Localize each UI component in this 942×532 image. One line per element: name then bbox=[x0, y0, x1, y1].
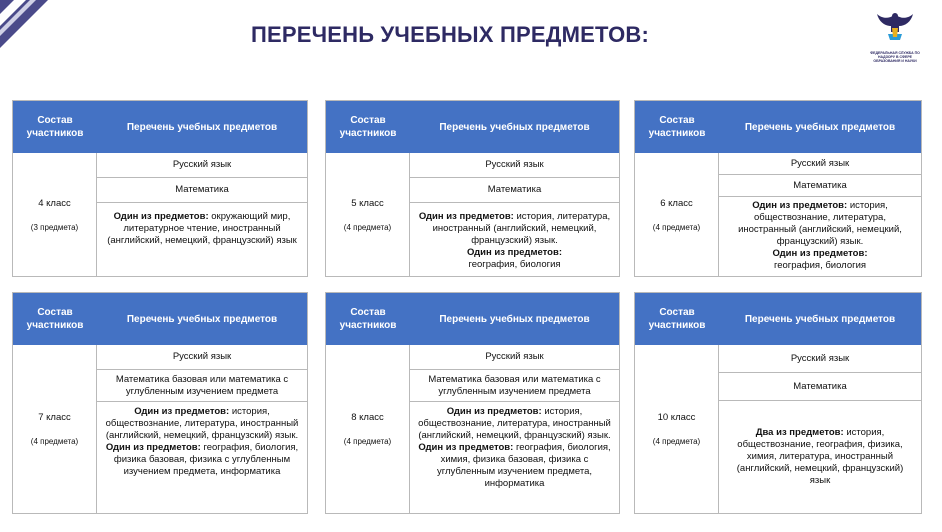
header-subjects: Перечень учебных предметов bbox=[744, 313, 896, 325]
subject-row: Математика bbox=[410, 178, 619, 203]
grade-cell bbox=[326, 345, 410, 513]
header-participants: Состав участников bbox=[339, 307, 397, 331]
header-participants: Состав участников bbox=[26, 115, 84, 139]
subjects-cell bbox=[410, 153, 619, 276]
grade-cell bbox=[13, 345, 97, 513]
subject-count: (3 предмета) bbox=[30, 222, 79, 232]
subject-row: Русский язык bbox=[97, 153, 307, 178]
grade-cell bbox=[635, 153, 719, 276]
subject-count: (4 предмета) bbox=[343, 222, 392, 232]
grade-cell bbox=[635, 345, 719, 513]
elective-text: история, обществознание, литература, иностранный (английский, немецкий, французский) язык. bbox=[105, 406, 299, 441]
subject-row: Математика bbox=[719, 373, 921, 401]
subject-row: Русский язык bbox=[410, 345, 619, 370]
elective-row bbox=[97, 402, 307, 513]
elective-text: история, обществознание, литература, иностранный (английский, немецкий, французский) язык. bbox=[418, 406, 611, 441]
grade-label: 8 класс bbox=[351, 412, 384, 423]
header-subjects: Перечень учебных предметов bbox=[126, 121, 278, 133]
elective-text-2: география, биология bbox=[468, 259, 561, 270]
grade-cell bbox=[13, 153, 97, 276]
grade-label: 10 класс bbox=[657, 412, 696, 423]
logo-text: ФЕДЕРАЛЬНАЯ СЛУЖБА ПО НАДЗОРУ В СФЕРЕ ОБРАЗОВАНИЯ И НАУКИ bbox=[870, 51, 920, 63]
elective-row bbox=[410, 402, 619, 513]
elective-label: Два из предметов: bbox=[755, 427, 844, 438]
logo bbox=[866, 10, 924, 63]
card-grade-10 bbox=[634, 292, 922, 514]
elective-label: Один из предметов: bbox=[418, 211, 514, 222]
subject-row: Русский язык bbox=[719, 153, 921, 175]
subject-row: Математика базовая или математика с углубленным изучением предмета bbox=[97, 370, 307, 402]
card-header bbox=[13, 101, 307, 153]
header-subjects: Перечень учебных предметов bbox=[126, 313, 278, 325]
header-participants: Состав участников bbox=[339, 115, 397, 139]
grade-label: 5 класс bbox=[351, 197, 384, 209]
grade-label: 6 класс bbox=[660, 197, 693, 209]
header-subjects: Перечень учебных предметов bbox=[439, 121, 590, 133]
page-title: ПЕРЕЧЕНЬ УЧЕБНЫХ ПРЕДМЕТОВ: bbox=[250, 22, 650, 47]
card-grade-4 bbox=[12, 100, 308, 277]
elective-label: Один из предметов: bbox=[752, 200, 848, 211]
eagle-emblem-icon bbox=[875, 10, 915, 44]
card-grade-6 bbox=[634, 100, 922, 277]
subject-row: Математика bbox=[719, 175, 921, 197]
elective-label: Один из предметов: bbox=[134, 406, 230, 417]
grade-cell bbox=[326, 153, 410, 276]
elective-row bbox=[719, 401, 921, 513]
subject-row: Русский язык bbox=[410, 153, 619, 178]
elective-label: Один из предметов: bbox=[113, 211, 209, 222]
elective-row bbox=[410, 203, 619, 276]
header-participants: Состав участников bbox=[648, 307, 706, 331]
subject-count: (4 предмета) bbox=[652, 222, 701, 232]
elective-text-2: география, биология, химия, физика базовая, физика с углубленным изучением предмета, информатика bbox=[437, 442, 611, 489]
subject-row: Математика bbox=[97, 178, 307, 203]
card-header bbox=[635, 293, 921, 345]
card-grade-7 bbox=[12, 292, 308, 514]
elective-label-2: Один из предметов: bbox=[418, 442, 514, 453]
subjects-cell bbox=[97, 153, 307, 276]
subject-row: Математика базовая или математика с углубленным изучением предмета bbox=[410, 370, 619, 402]
header-participants: Состав участников bbox=[648, 115, 706, 139]
elective-text: история, обществознание, география, физика, химия, литература, иностранный (английский, немецкий, французский) язык bbox=[736, 427, 904, 486]
grade-label: 4 класс bbox=[38, 197, 71, 209]
elective-text: окружающий мир, литературное чтение, иностранный (английский, немецкий, французский) язык bbox=[107, 211, 297, 246]
elective-text-2: география, биология, физика базовая, физика с углубленным изучением предмета, информатика bbox=[113, 442, 299, 477]
subjects-cell bbox=[719, 153, 921, 276]
card-grade-5 bbox=[325, 100, 620, 277]
elective-label-2: Один из предметов: bbox=[105, 442, 201, 453]
subject-count: (4 предмета) bbox=[343, 437, 392, 446]
card-header bbox=[13, 293, 307, 345]
subject-row: Русский язык bbox=[97, 345, 307, 370]
elective-text: история, литература, иностранный (английский, немецкий, французский) язык. bbox=[432, 211, 611, 246]
elective-row bbox=[97, 203, 307, 276]
elective-text: история, обществознание, литература, иностранный (английский, немецкий, французский) язык. bbox=[738, 200, 902, 247]
subjects-cell bbox=[97, 345, 307, 513]
card-grade-8 bbox=[325, 292, 620, 514]
subject-count: (4 предмета) bbox=[30, 437, 79, 446]
card-header bbox=[635, 101, 921, 153]
subjects-cell bbox=[410, 345, 619, 513]
header-subjects: Перечень учебных предметов bbox=[439, 313, 590, 325]
card-header bbox=[326, 293, 619, 345]
subject-row: Русский язык bbox=[719, 345, 921, 373]
subject-count: (4 предмета) bbox=[652, 437, 701, 446]
subjects-cell bbox=[719, 345, 921, 513]
elective-label: Один из предметов: bbox=[446, 406, 542, 417]
card-header bbox=[326, 101, 619, 153]
elective-label-2: Один из предметов: bbox=[467, 247, 562, 258]
elective-text-2: география, биология bbox=[773, 260, 867, 271]
header-subjects: Перечень учебных предметов bbox=[744, 121, 896, 133]
elective-label-2: Один из предметов: bbox=[772, 248, 868, 259]
grade-label: 7 класс bbox=[38, 412, 71, 423]
elective-row bbox=[719, 197, 921, 276]
header-participants: Состав участников bbox=[26, 307, 84, 331]
